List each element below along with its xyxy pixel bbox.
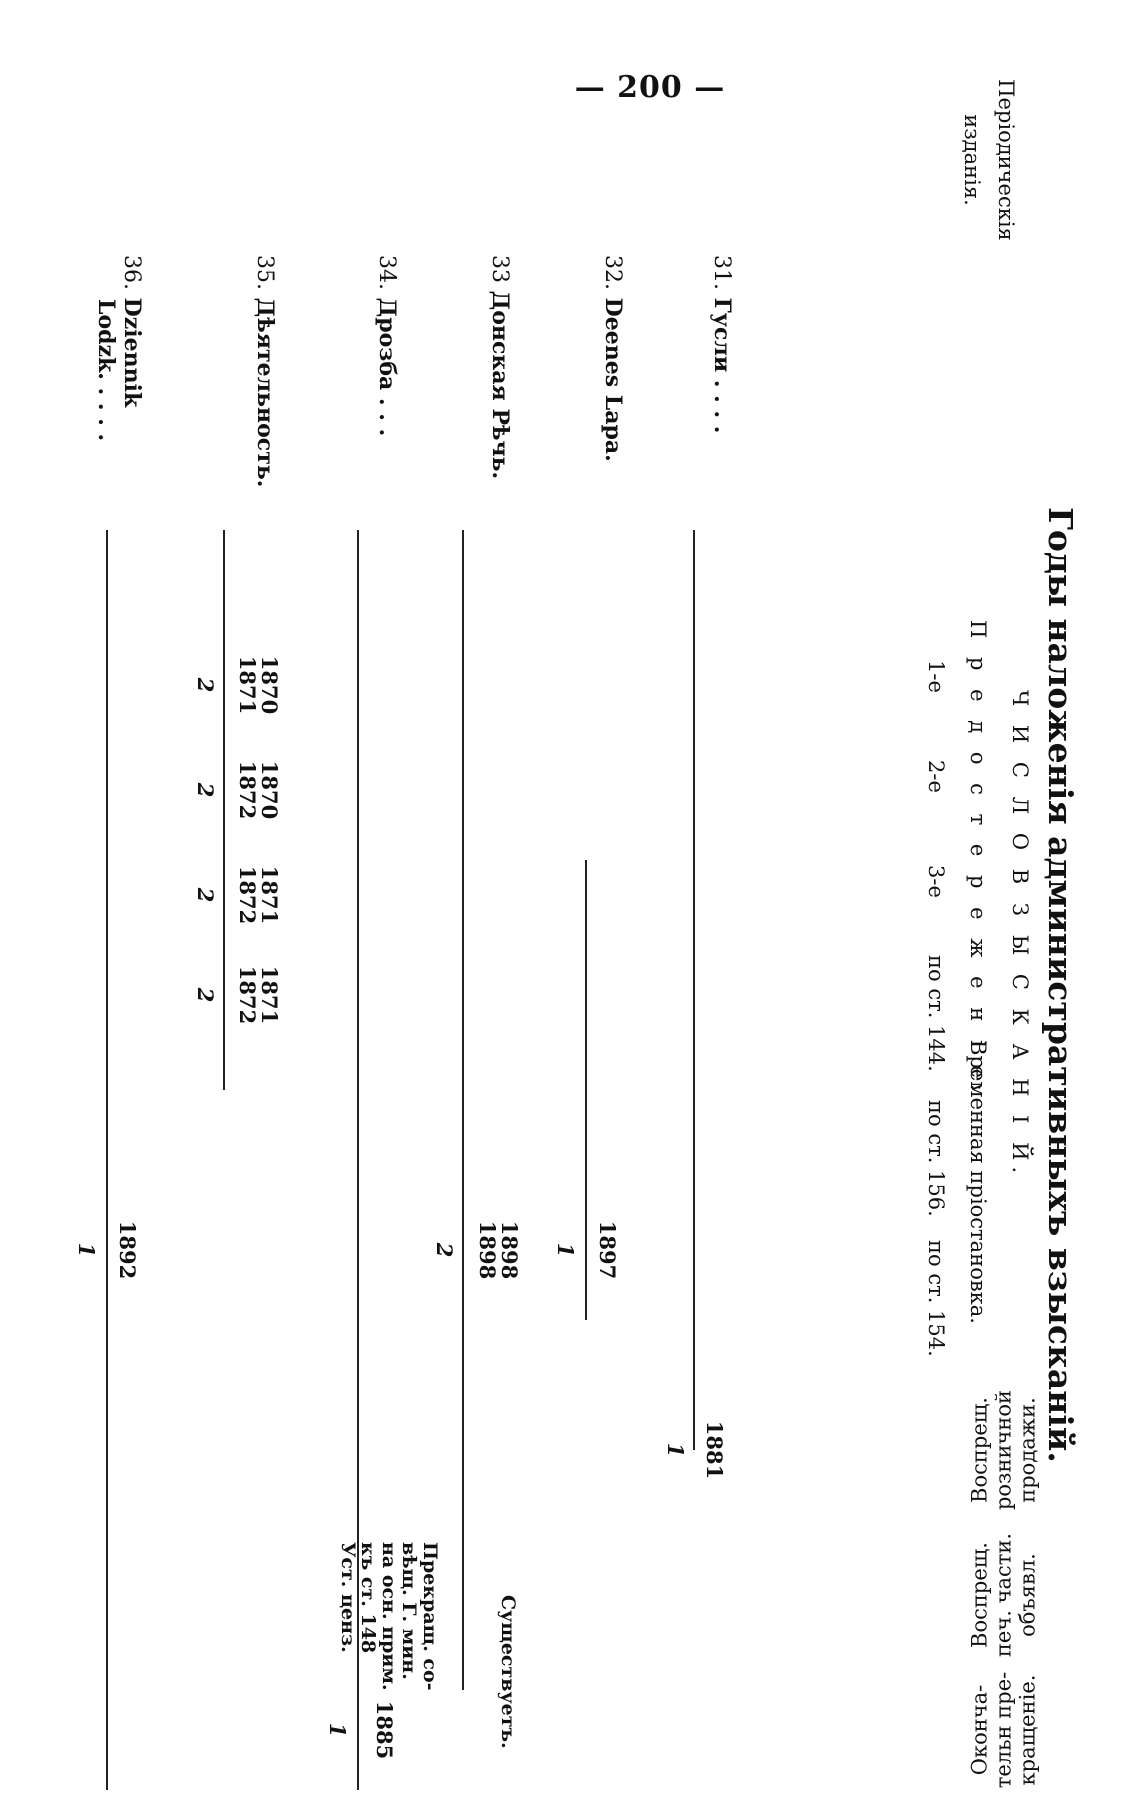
row-36-leader: . . . . (93, 387, 119, 442)
row-35-w2-years (236, 750, 280, 830)
row-36-name: Dziennik (119, 297, 145, 408)
row-32-sum-rule (585, 860, 587, 1320)
header-suspension: Временная пріостановка. (966, 1040, 990, 1324)
row-31-leader: . . . . (709, 379, 735, 434)
header-warning-2: 2-е (924, 760, 948, 793)
row-35-s144-count: 2 (193, 987, 218, 1003)
header-retail-ban-line-1: Воспрещ. (967, 1397, 992, 1503)
header-periodicals (960, 55, 1018, 265)
header-ads-ban-line-1: Воспрещ. (967, 1542, 992, 1648)
row-36-name-line-2 (93, 255, 119, 441)
row-36-s154-count: 1 (74, 1242, 99, 1258)
row-35-w2-year-2: 1872 (234, 760, 260, 820)
row-35-s144-years (236, 955, 280, 1035)
row-32-entry (600, 255, 626, 462)
row-34-status-line-3: на осн. прим. (377, 1542, 400, 1691)
row-35-w1-years (236, 645, 280, 725)
row-34-leader: . . . (374, 397, 400, 437)
header-periodicals-line-1: Періодическія (994, 79, 1018, 241)
row-36-number: 36. (119, 255, 144, 290)
header-ads-ban-line-3: объявл. (1015, 1553, 1040, 1637)
row-35-w1-count: 2 (193, 677, 218, 693)
row-35-entry (252, 255, 278, 487)
row-34-status-line-4: къ ст. 148 (357, 1542, 380, 1654)
row-36-entry (93, 255, 145, 441)
row-35-s144-year-1: 1871 (257, 965, 282, 1025)
header-termination (968, 1670, 1040, 1790)
row-33-s154-year-1: 1898 (497, 1220, 522, 1280)
header-ads-ban (968, 1530, 1040, 1660)
header-susp-154: по ст. 154. (924, 1240, 948, 1357)
row-35-w3-year-1: 1871 (257, 865, 282, 925)
page-title: Годы наложенія административныхъ взысканій. (1041, 507, 1080, 1463)
row-34-status-line-5: Уст. ценз. (336, 1542, 359, 1653)
header-susp-144: по ст. 144. (924, 955, 948, 1072)
row-34-termination-year: 1885 (372, 1700, 397, 1760)
header-susp-156: по ст. 156. (924, 1100, 948, 1217)
header-ads-ban-line-2: печ. части. (991, 1532, 1016, 1658)
row-35-s144-year-2: 1872 (234, 965, 260, 1025)
header-termination-line-3: кращеніе. (1015, 1674, 1040, 1786)
row-33-status: Существуетъ. (497, 1595, 519, 1749)
row-33-number: 33 (487, 255, 512, 283)
header-termination-line-2: тельн пре- (991, 1671, 1016, 1789)
row-31-name: Гусли (709, 297, 735, 373)
row-33-s154-count: 2 (432, 1242, 457, 1258)
header-termination-line-1: Оконча- (967, 1684, 992, 1776)
row-35-w3-years (236, 855, 280, 935)
row-35-w1-year-2: 1871 (234, 655, 260, 715)
row-31-sum-rule (693, 530, 695, 1450)
row-35-sum-rule (223, 530, 225, 1090)
header-warning-3: 3-е (924, 865, 948, 898)
row-33-s154-years (476, 1180, 520, 1320)
row-36-s154-year: 1892 (115, 1220, 140, 1280)
row-33-sum-rule (462, 530, 464, 1690)
row-34-status-line-1: Прекращ. со- (419, 1542, 441, 1691)
row-33-name: Донская Рѣчь. (487, 290, 513, 480)
header-retail-ban (968, 1385, 1040, 1515)
row-36-name2: Lodzk. (93, 299, 119, 380)
row-34-name: Дрозба (374, 297, 400, 391)
row-35-number: 35. (252, 255, 277, 290)
row-32-s154-count: 1 (553, 1242, 578, 1258)
row-35-w2-count: 2 (193, 782, 218, 798)
row-34-entry (374, 255, 400, 436)
row-35-w3-year-2: 1872 (234, 865, 260, 925)
row-31-entry (709, 255, 735, 433)
row-36-sum-rule (106, 530, 108, 1790)
row-32-s154-year: 1897 (595, 1220, 620, 1280)
header-retail-ban-line-3: продажи. (1015, 1397, 1040, 1503)
row-34-status (337, 1542, 440, 1691)
row-35-w1-year-1: 1870 (257, 655, 282, 715)
row-35-w2-year-1: 1870 (257, 760, 282, 820)
row-34-termination-count: 1 (325, 1722, 350, 1738)
header-retail-ban-line-2: розничной (991, 1389, 1016, 1511)
row-32-number: 32. (600, 255, 625, 290)
row-31-retail-year: 1881 (702, 1420, 727, 1480)
row-32-name: Deenes Lapa. (600, 297, 626, 462)
header-warning-1: 1-е (924, 660, 948, 693)
page-number: — 200 — (574, 70, 726, 105)
header-periodicals-line-2: изданія. (960, 114, 984, 206)
header-count-of-penalties: Ч И С Л О В З Ы С К А Н І Й. (1008, 690, 1032, 1180)
row-34-status-line-2: вѣщ. Г. мин. (398, 1542, 421, 1680)
row-33-entry (487, 255, 513, 479)
row-35-name: Дѣятельность. (252, 297, 278, 488)
row-35-w3-count: 2 (193, 887, 218, 903)
row-33-s154-year-2: 1898 (474, 1220, 500, 1280)
row-31-number: 31. (709, 255, 734, 290)
header-warnings: П р е д о с т е р е ж е н і е: (966, 620, 990, 1097)
row-34-number: 34. (374, 255, 399, 290)
row-31-retail-count: 1 (663, 1442, 688, 1458)
